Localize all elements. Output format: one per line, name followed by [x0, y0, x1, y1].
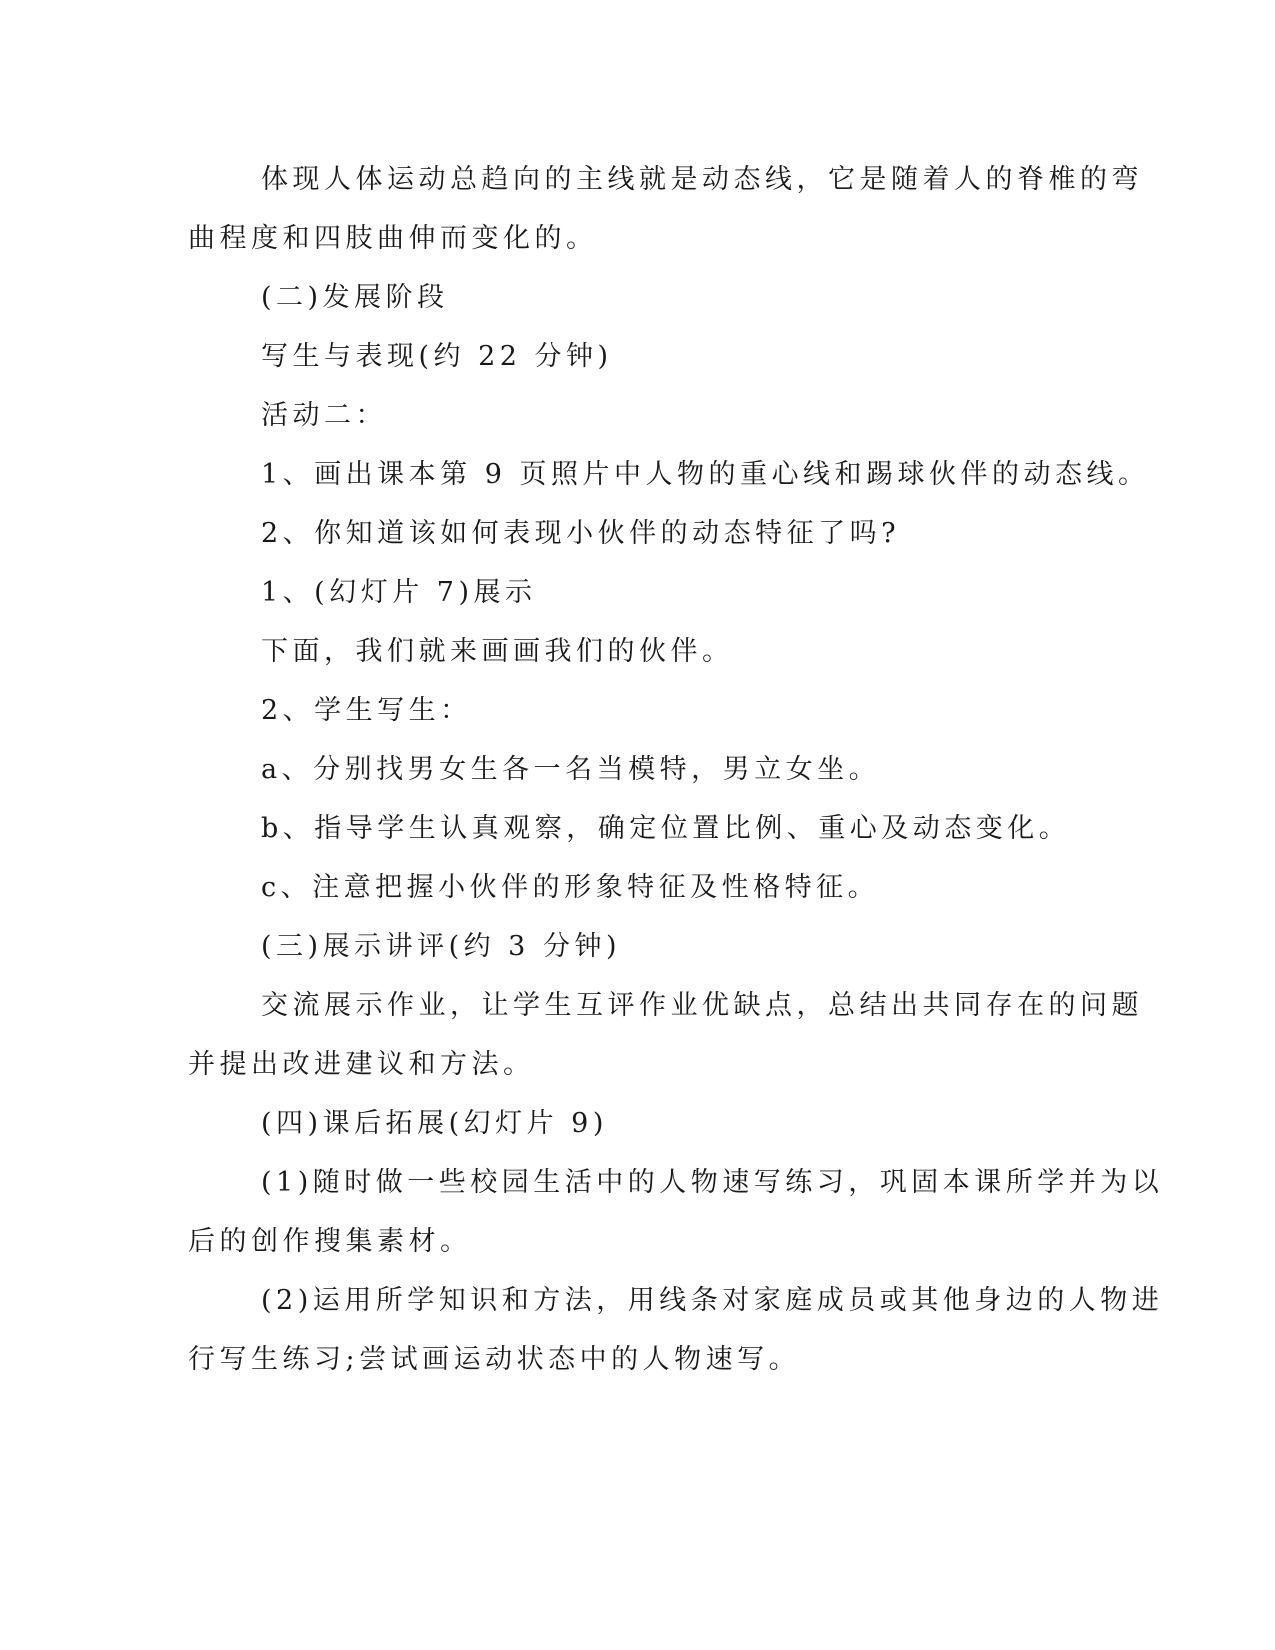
paragraph-line: 并提出改进建议和方法。 [188, 1049, 535, 1080]
paragraph-line: 后的创作搜集素材。 [188, 1226, 472, 1257]
paragraph-line: 交流展示作业，让学生互评作业优缺点，总结出共同存在的问题 [261, 990, 1143, 1021]
paragraph-line: (2)运用所学知识和方法，用线条对家庭成员或其他身边的人物进 [261, 1285, 1164, 1316]
section-heading: (三)展示讲评(约 3 分钟) [261, 931, 621, 962]
list-item: 1、画出课本第 9 页照片中人物的重心线和踢球伙伴的动态线。 [261, 459, 1150, 490]
paragraph-line: (1)随时做一些校园生活中的人物速写练习，巩固本课所学并为以 [261, 1167, 1164, 1198]
section-heading: (二)发展阶段 [261, 282, 449, 313]
section-heading: (四)课后拓展(幻灯片 9) [261, 1108, 608, 1139]
list-item: 2、你知道该如何表现小伙伴的动态特征了吗? [261, 518, 901, 549]
paragraph-line: 体现人体运动总趋向的主线就是动态线，它是随着人的脊椎的弯 [261, 164, 1143, 195]
list-item: 1、(幻灯片 7)展示 [261, 577, 537, 608]
paragraph-line: 行写生练习;尝试画运动状态中的人物速写。 [188, 1344, 801, 1375]
paragraph-line: 曲程度和四肢曲伸而变化的。 [188, 223, 598, 254]
list-item: c、注意把握小伙伴的形象特征及性格特征。 [261, 872, 880, 903]
list-item: b、指导学生认真观察，确定位置比例、重心及动态变化。 [261, 813, 1071, 844]
activity-label: 活动二： [261, 400, 387, 431]
list-item: 2、学生写生： [261, 695, 472, 726]
subheading: 写生与表现(约 22 分钟) [261, 341, 613, 372]
paragraph-line: 下面，我们就来画画我们的伙伴。 [261, 636, 734, 667]
list-item: a、分别找男女生各一名当模特，男立女坐。 [261, 754, 881, 785]
